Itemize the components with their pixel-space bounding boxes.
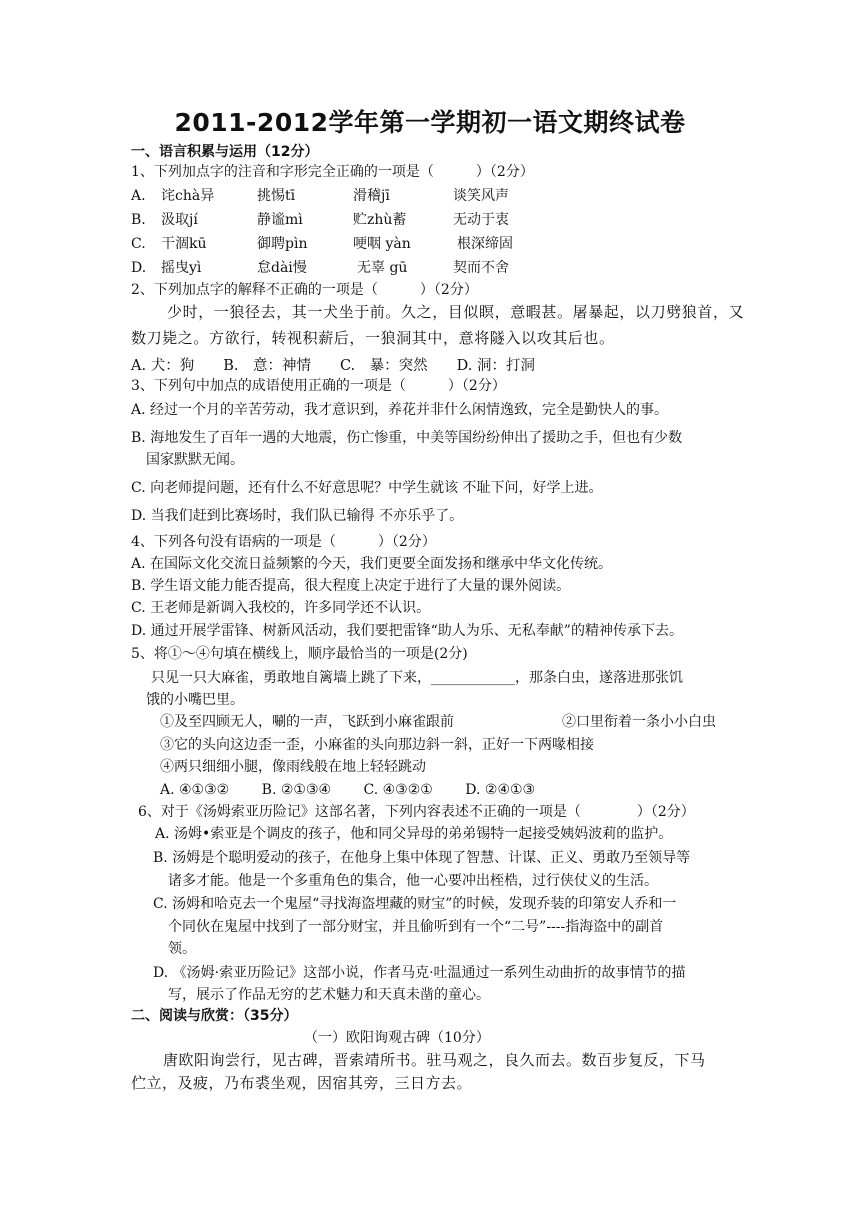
q4-stem: 4、下列各句没有语病的一项是（ ）（2分） bbox=[131, 534, 436, 550]
page-title: 2011-2012学年第一学期初一语文期终试卷 bbox=[174, 108, 686, 137]
q6-option-c-line-2: 个同伙在鬼屋中找到了一部分财宝，并且偷听到有一个“二号”----指海盗中的副首 bbox=[168, 919, 664, 935]
q6-option-a: A. 汤姆•索亚是个调皮的孩子，他和同父异母的弟弟锡特一起接受姨妈波莉的监护。 bbox=[155, 826, 673, 842]
q1-d-2: 怠dài慢 bbox=[257, 260, 307, 276]
q1-a-4: 谈笑风声 bbox=[453, 188, 509, 204]
section-2-heading: 二、阅读与欣赏：（35分） bbox=[131, 1008, 298, 1024]
q2-stem: 2、下列加点字的解释不正确的一项是（ ）（2分） bbox=[131, 282, 478, 298]
q4-option-b: B. 学生语文能力能否提高，很大程度上决定于进行了大量的课外阅读。 bbox=[131, 578, 571, 594]
q3-option-b-line-2: 国家默默无闻。 bbox=[146, 452, 244, 468]
q3-option-a: A. 经过一个月的辛苦劳动，我才意识到，养花并非什么闲情逸致，完全是勤快人的事。 bbox=[131, 402, 669, 418]
q2-passage-line-2: 数刀毙之。方欲行，转视积薪后，一狼洞其中，意将隧入以攻其后也。 bbox=[131, 329, 615, 347]
q3-stem: 3、下列句中加点的成语使用正确的一项是（ ）（2分） bbox=[131, 378, 506, 394]
q3-option-d: D. 当我们赶到比赛场时，我们队已输得 不亦乐乎了。 bbox=[131, 508, 464, 524]
q1-option-b bbox=[131, 210, 509, 230]
q1-b-label: B. bbox=[131, 212, 146, 228]
q1-d-4: 契而不舍 bbox=[453, 260, 509, 276]
q1-d-1: 摇曳yì bbox=[161, 260, 202, 276]
q1-a-1: 诧chà异 bbox=[161, 188, 215, 204]
q6-stem: 6、对于《汤姆索亚历险记》这部名著，下列内容表述不正确的一项是（ ）（2分） bbox=[138, 804, 695, 820]
section-1-heading: 一、语言积累与运用（12分） bbox=[131, 144, 319, 160]
q3-option-b-line-1: B. 海地发生了百年一遇的大地震，伤亡惨重，中美等国纷纷伸出了援助之手，但也有少数 bbox=[131, 430, 683, 446]
q4-option-a: A. 在国际文化交流日益频繁的今天，我们更要全面发扬和继承中华文化传统。 bbox=[131, 556, 613, 572]
q4-option-c: C. 王老师是新调入我校的，许多同学还不认识。 bbox=[131, 600, 431, 616]
q1-option-c bbox=[131, 234, 513, 254]
q5-sentence-4: ④两只细细小腿，像雨线般在地上轻轻跳动 bbox=[160, 759, 426, 775]
q1-a-2: 挑惕tī bbox=[257, 188, 296, 204]
q1-a-label: A. bbox=[131, 188, 146, 204]
q6-option-c-line-1: C. 汤姆和哈克去一个鬼屋“寻找海盗埋藏的财宝”的时候，发现乔装的印第安人乔和一 bbox=[153, 896, 677, 912]
q5-text-line-1: 只见一只大麻雀，勇敢地自篱墙上跳了下来，____________，那条白虫，遂落进那张饥 bbox=[151, 670, 683, 686]
q2-options: A. 犬：狗 B. 意：神情 C. 暴：突然 D. 洞：打洞 bbox=[131, 358, 535, 374]
q4-option-d: D. 通过开展学雷锋、树新风活动，我们要把雷锋“助人为乐、无私奉献”的精神传承下去。 bbox=[131, 623, 683, 639]
q6-option-d-line-2: 写，展示了作品无穷的艺术魅力和天真未凿的童心。 bbox=[168, 987, 490, 1003]
q1-b-3: 贮zhù蓄 bbox=[353, 212, 407, 228]
q1-c-label: C. bbox=[131, 236, 146, 252]
q5-options: A. ④①③② B. ②①③④ C. ④③②① D. ②④①③ bbox=[160, 782, 536, 798]
passage-line-2: 伫立，及疲，乃布裘坐观，因宿其旁，三日方去。 bbox=[131, 1074, 473, 1092]
q1-d-3: 无辜 gū bbox=[357, 260, 408, 276]
q1-b-1: 汲取jí bbox=[161, 212, 198, 228]
q1-c-4: 根深缔固 bbox=[457, 236, 513, 252]
q5-text-line-2: 饿的小嘴巴里。 bbox=[146, 692, 244, 708]
q5-sentence-3: ③它的头向这边歪一歪，小麻雀的头向那边斜一斜，正好一下两喙相接 bbox=[160, 737, 594, 753]
q1-c-1: 干涸kū bbox=[161, 236, 207, 252]
q6-option-b-line-2: 诸多才能。他是一个多重角色的集合，他一心要冲出桎梏，过行侠仗义的生活。 bbox=[168, 873, 658, 889]
q1-option-d bbox=[131, 258, 509, 278]
q5-stem: 5、将①～④句填在横线上，顺序最恰当的一项是(2分) bbox=[131, 646, 468, 662]
q1-a-3: 滑稽jī bbox=[353, 188, 390, 204]
q1-stem: 1、下列加点字的注音和字形完全正确的一项是（ ）（2分） bbox=[131, 164, 534, 180]
q6-option-c-line-3: 领。 bbox=[168, 941, 196, 957]
q5-sentence-2: ②口里衔着一条小小白虫 bbox=[562, 714, 716, 730]
section-2-subheading: （一）欧阳询观古碑（10分） bbox=[304, 1030, 490, 1046]
q6-option-b-line-1: B. 汤姆是个聪明爱动的孩子，在他身上集中体现了智慧、计谋、正义、勇敢乃至领导等 bbox=[153, 850, 691, 866]
passage-line-1: 唐欧阳询尝行，见古碑，晋索靖所书。驻马观之，良久而去。数百步复反，下马 bbox=[163, 1051, 706, 1069]
q1-c-2: 御聘pìn bbox=[257, 236, 308, 252]
q1-c-3: 哽咽 yàn bbox=[353, 236, 411, 252]
q5-sentence-1: ①及至四顾无人，唰的一声，飞跃到小麻雀跟前 bbox=[160, 714, 454, 730]
q1-option-a bbox=[131, 186, 509, 206]
q6-option-d-line-1: D. 《汤姆·索亚历险记》这部小说，作者马克·吐温通过一系列生动曲折的故事情节的描 bbox=[153, 965, 686, 981]
q3-option-c: C. 向老师提问题，还有什么不好意思呢？中学生就该 不耻下问，好学上进。 bbox=[131, 480, 603, 496]
q1-d-label: D. bbox=[131, 260, 147, 276]
q2-passage-line-1: 少时，一狼径去，其一犬坐于前。久之，目似瞑，意暇甚。屠暴起，以刀劈狼首，又 bbox=[167, 303, 745, 321]
q1-b-2: 静谧mì bbox=[257, 212, 303, 228]
q1-b-4: 无动于衷 bbox=[453, 212, 509, 228]
